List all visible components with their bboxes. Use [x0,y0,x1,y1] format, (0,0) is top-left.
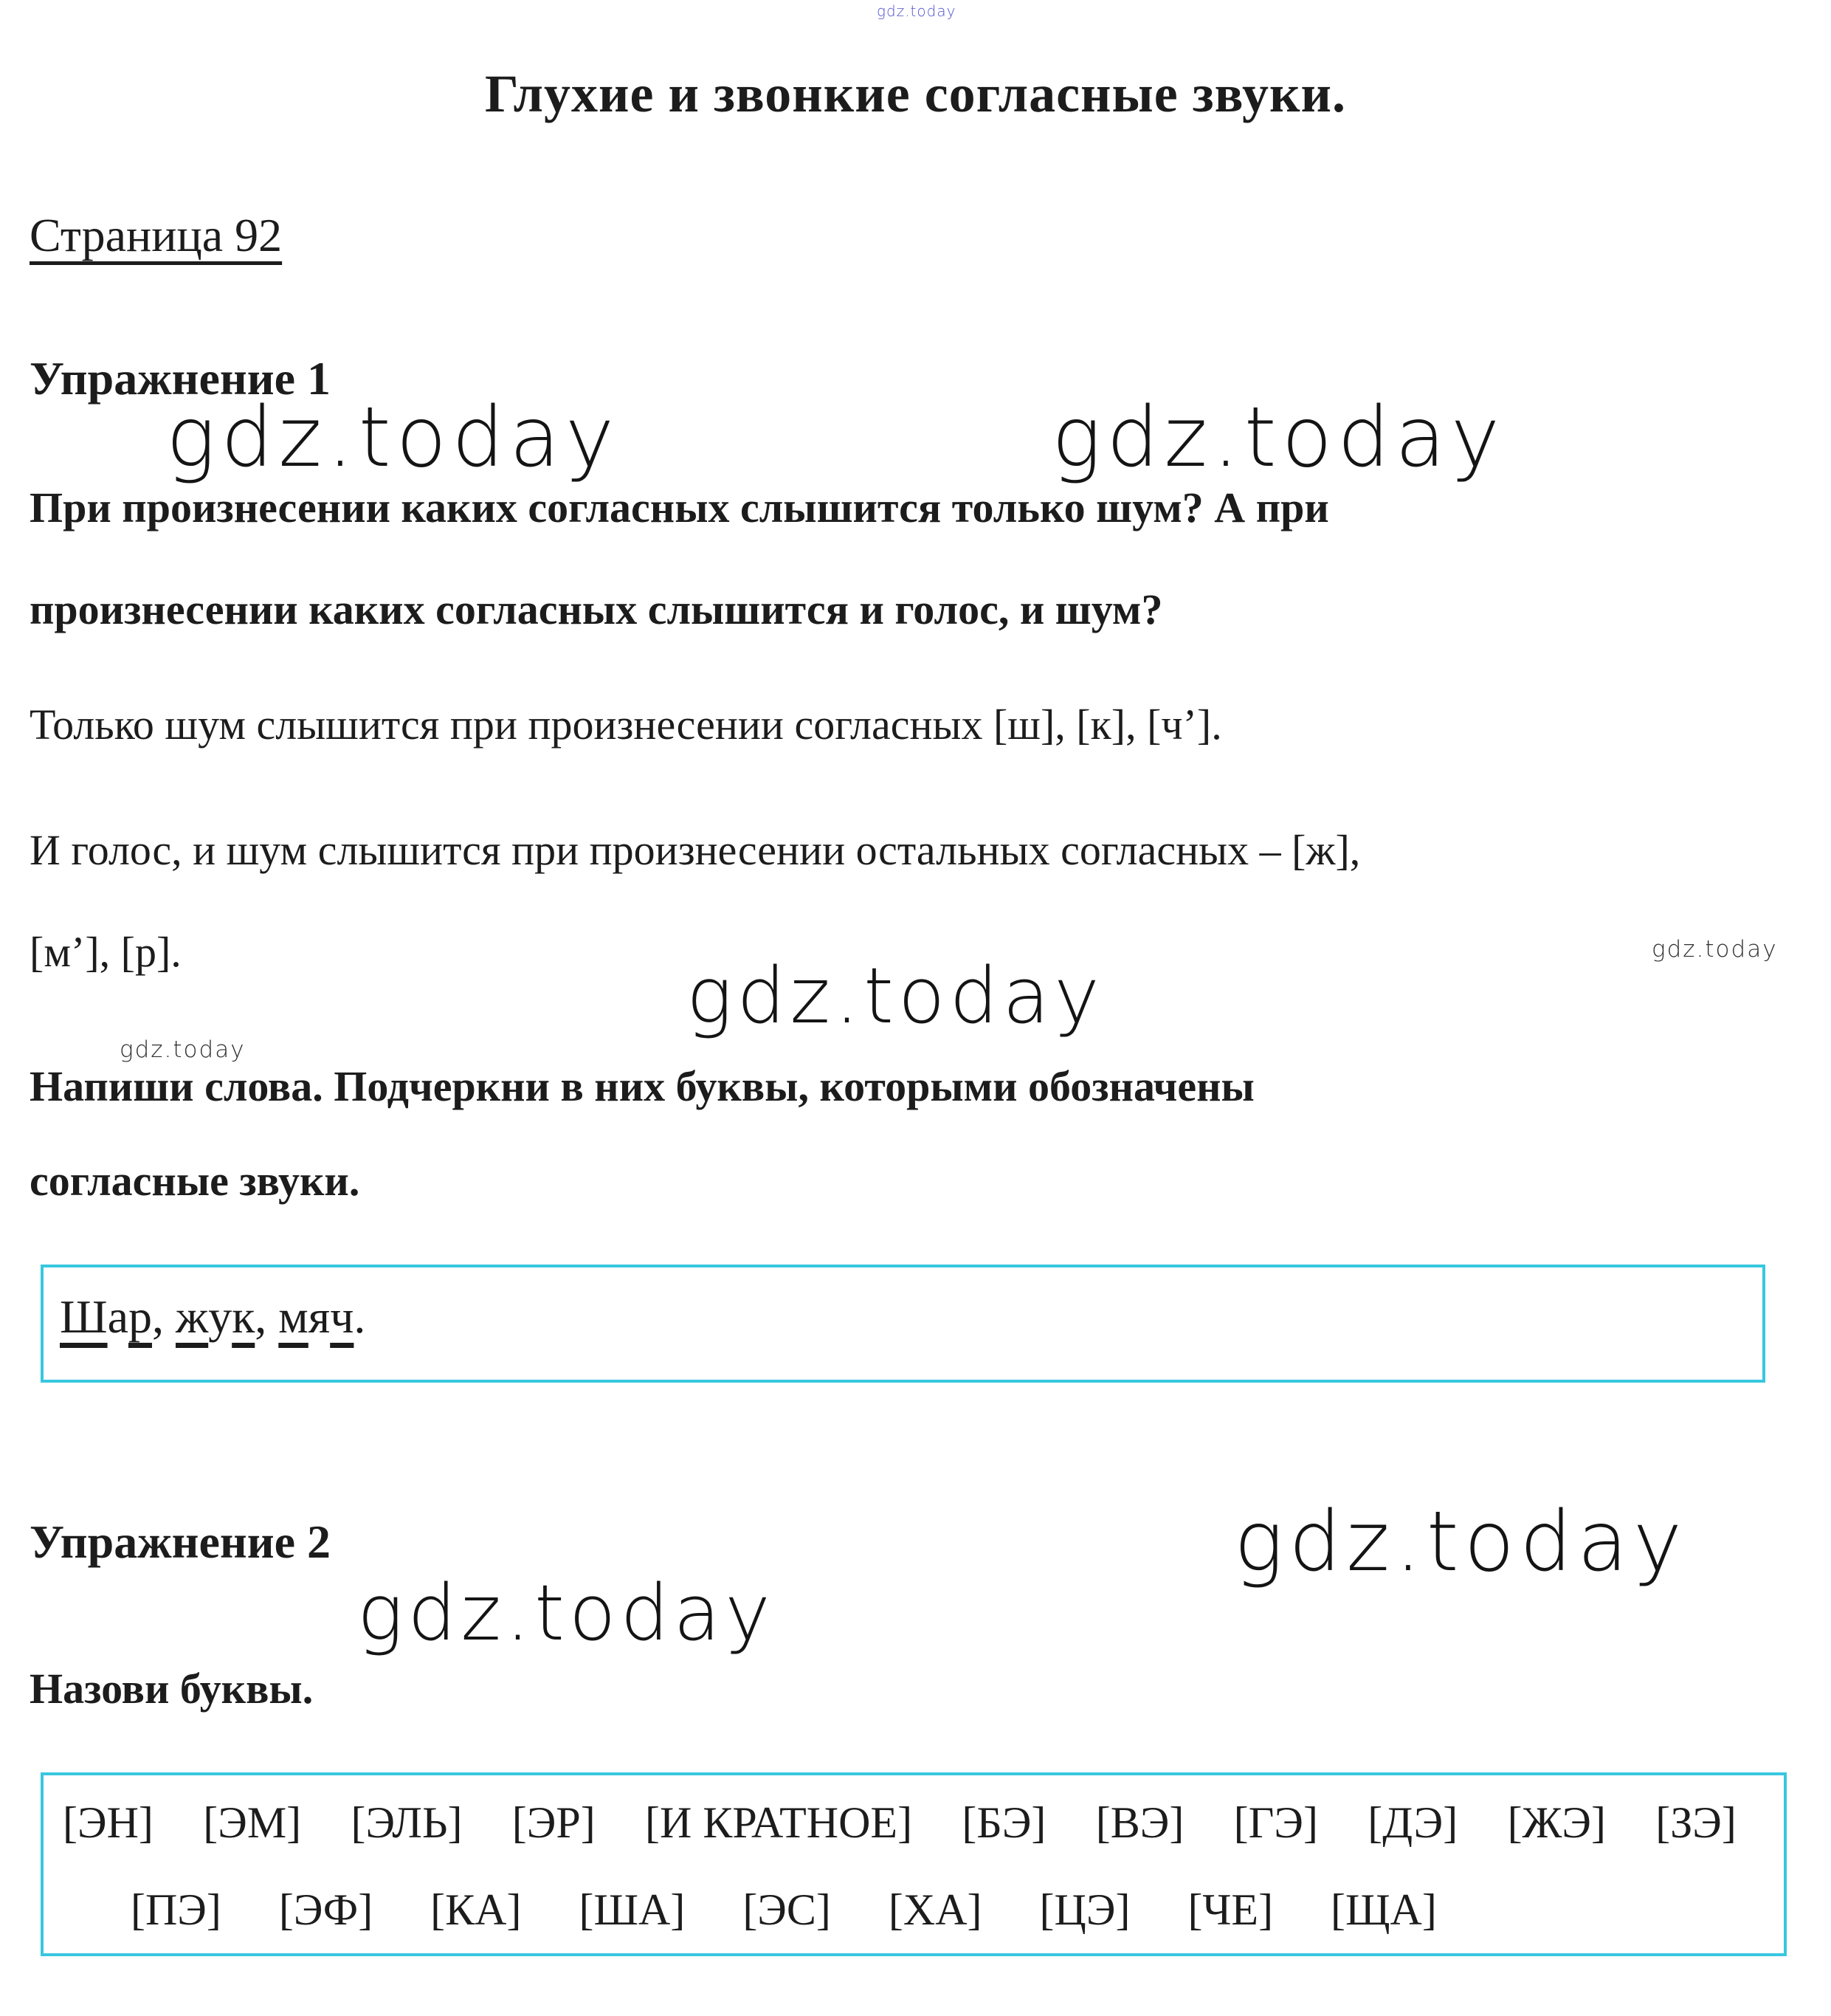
word-letter: м [278,1290,308,1343]
letter-name: [ЩА] [1331,1885,1437,1934]
watermark-medium-center: gdz.today [686,951,1104,1041]
word-letter: ж [175,1290,209,1343]
word-letter: у [208,1290,232,1343]
exercise1-answer-line1: Только шум слышится при произнесении согласных [ш], [к], [ч’]. [30,701,1222,749]
letter-name: [ЗЭ] [1655,1798,1737,1847]
word-letter: р [128,1290,152,1343]
letter-name: [ХА] [888,1885,982,1934]
watermark-top: gdz.today [877,2,956,20]
letter-names-row [44,1883,1784,1936]
letter-name: [ВЭ] [1095,1798,1185,1847]
watermark-small-left: gdz.today [120,1036,246,1063]
letter-name: [ША] [579,1885,686,1934]
exercise1-task-line1: Напиши слова. Подчеркни в них буквы, которыми обозначены [30,1062,1255,1110]
exercise1-answer-line2: И голос, и шум слышится при произнесении остальных согласных – [ж], [30,826,1361,874]
word-separator: , [151,1290,176,1343]
word-separator: , [255,1290,279,1343]
letter-name: [И КРАТНОЕ] [645,1798,913,1847]
letter-name: [ЧЕ] [1187,1885,1274,1934]
word-letter: Ш [60,1290,108,1343]
letter-name: [ЭР] [511,1798,596,1847]
exercise1-question-line2: произнесении каких согласных слышится и голос, и шум? [30,585,1163,633]
letter-name: [ЦЭ] [1039,1885,1131,1934]
watermark-large-right: gdz.today [1052,390,1506,486]
letter-name: [ДЭ] [1368,1798,1458,1847]
letter-names-row [44,1796,1784,1849]
letter-name: [БЭ] [962,1798,1046,1847]
word-letter: я [308,1290,331,1343]
word-letter: а [107,1290,128,1343]
exercise1-heading: Упражнение 1 [30,352,331,405]
words-line [44,1267,1762,1344]
word-separator: . [354,1290,366,1343]
watermark-large-exercise2: gdz.today [1234,1494,1688,1590]
letter-name: [ЭФ] [278,1885,373,1934]
letter-name: [ЭС] [742,1885,831,1934]
exercise1-task-line2: согласные звуки. [30,1157,360,1205]
exercise2-answer-box [41,1772,1787,1956]
letter-name: [ЭЛЬ] [351,1798,463,1847]
letter-name: [КА] [430,1885,522,1934]
watermark-medium-exercise2: gdz.today [357,1568,775,1658]
watermark-small-right: gdz.today [1652,936,1778,963]
letter-name: [ЭМ] [203,1798,302,1847]
exercise2-task: Назови буквы. [30,1665,314,1713]
word-letter: к [232,1290,255,1343]
exercise1-answer-line3: [м’], [р]. [30,928,182,976]
letter-name: [ЭН] [63,1798,154,1847]
page-title: Глухие и звонкие согласные звуки. [484,64,1347,123]
exercise1-question-line1: При произнесении каких согласных слышится только шум? А при [30,484,1329,531]
letter-name: [ПЭ] [131,1885,221,1934]
watermark-large-left: gdz.today [166,390,620,486]
word-letter: ч [330,1290,354,1343]
exercise2-heading: Упражнение 2 [30,1516,331,1568]
page-number-label: Страница 92 [30,209,283,261]
letter-name: [ЖЭ] [1507,1798,1606,1847]
letter-name: [ГЭ] [1233,1798,1318,1847]
exercise1-answer-box [41,1265,1765,1383]
